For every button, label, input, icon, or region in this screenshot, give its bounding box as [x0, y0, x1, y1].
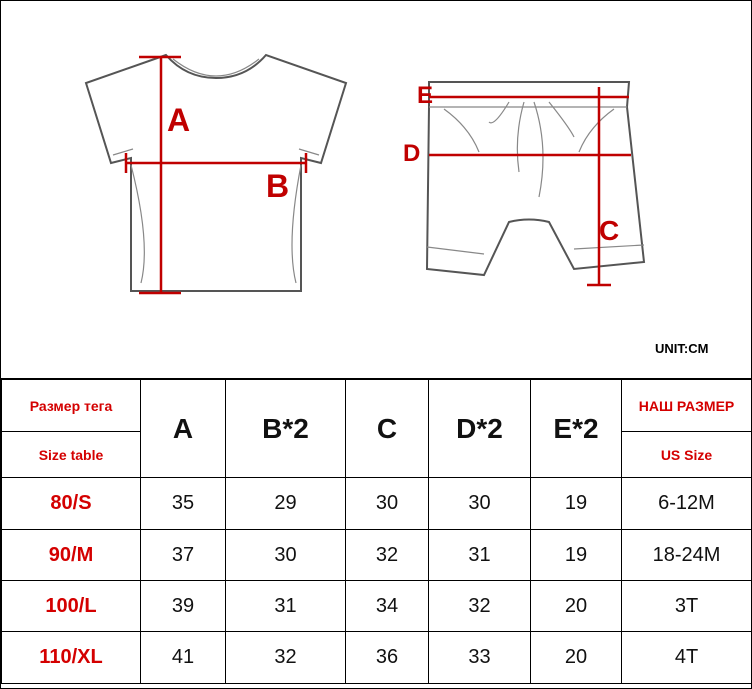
table-row	[2, 632, 752, 684]
label-b: B	[266, 168, 290, 204]
value-c: 34	[346, 581, 429, 632]
size-table	[1, 379, 752, 684]
tshirt-illustration	[81, 43, 353, 305]
value-d: 33	[429, 632, 531, 684]
label-a: A	[167, 102, 191, 138]
value-a: 37	[141, 530, 226, 581]
value-c: 30	[346, 478, 429, 530]
us-size-cell: 3T	[622, 581, 752, 632]
us-size-cell: 4T	[622, 632, 752, 684]
label-c: C	[599, 215, 620, 246]
value-c: 32	[346, 530, 429, 581]
us-size-cell: 6-12M	[622, 478, 752, 530]
value-d: 31	[429, 530, 531, 581]
table-row	[2, 478, 752, 530]
value-b: 30	[226, 530, 346, 581]
size-cell: 90/M	[2, 530, 141, 581]
size-cell: 80/S	[2, 478, 141, 530]
column-header-d: D*2	[429, 380, 531, 478]
tag-size-header: Размер тега	[2, 380, 141, 432]
value-a: 35	[141, 478, 226, 530]
table-row	[2, 530, 752, 581]
value-a: 39	[141, 581, 226, 632]
size-table-header: Size table	[2, 432, 141, 478]
value-d: 32	[429, 581, 531, 632]
illustration-area	[1, 1, 751, 379]
value-b: 29	[226, 478, 346, 530]
label-d: D	[403, 140, 421, 167]
value-d: 30	[429, 478, 531, 530]
us-size-header: US Size	[622, 432, 752, 478]
column-header-c: C	[346, 380, 429, 478]
value-b: 32	[226, 632, 346, 684]
unit-label: UNIT:CM	[655, 341, 709, 356]
column-header-e: E*2	[531, 380, 622, 478]
column-header-a: A	[141, 380, 226, 478]
column-header-b: B*2	[226, 380, 346, 478]
value-e: 19	[531, 478, 622, 530]
size-cell: 100/L	[2, 581, 141, 632]
header-row-top	[2, 380, 752, 432]
value-a: 41	[141, 632, 226, 684]
size-cell: 110/XL	[2, 632, 141, 684]
label-e: E	[417, 82, 434, 109]
value-e: 20	[531, 632, 622, 684]
value-c: 36	[346, 632, 429, 684]
value-e: 19	[531, 530, 622, 581]
value-e: 20	[531, 581, 622, 632]
value-b: 31	[226, 581, 346, 632]
shorts-illustration	[399, 57, 661, 307]
our-size-header: НАШ РАЗМЕР	[622, 380, 752, 432]
us-size-cell: 18-24M	[622, 530, 752, 581]
table-row	[2, 581, 752, 632]
